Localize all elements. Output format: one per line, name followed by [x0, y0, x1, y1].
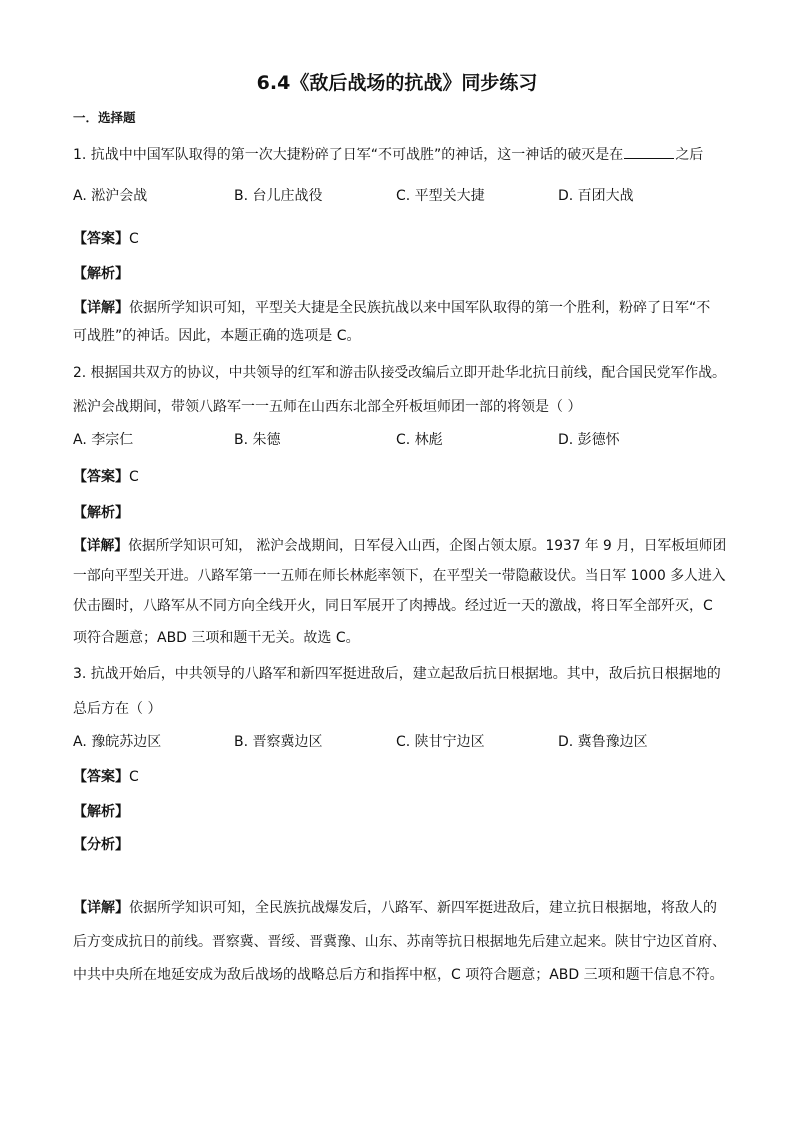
question-1-stem: 1. 抗战中中国军队取得的第一次大捷粉碎了日军“不可战胜”的神话，这一神话的破灭是在 — [73, 147, 624, 163]
question-1-option-a: A. 淞沪会战 — [73, 188, 148, 204]
detail-text: 依据所学知识可知，全民族抗战爆发后，八路军、新四军挺进敌后，建立抗日根据地，将敌人的 — [129, 900, 717, 916]
question-3-answer — [73, 767, 139, 787]
question-1-answer — [73, 229, 139, 249]
question-3-detail-line-1 — [73, 898, 717, 918]
question-2-text-line-1: 2. 根据国共双方的协议，中共领导的红军和游击队接受改编后立即开赴华北抗日前线，配合国民党军作战。 — [73, 365, 726, 381]
question-2-option-d: D. 彭德怀 — [558, 432, 620, 448]
question-2-option-c: C. 林彪 — [396, 432, 443, 448]
answer-value: C — [129, 469, 139, 485]
answer-value: C — [129, 231, 139, 247]
question-3-option-c: C. 陕甘宁边区 — [396, 734, 485, 750]
question-2-analysis-label: 【解析】 — [73, 505, 129, 521]
detail-label: 【详解】 — [73, 900, 129, 916]
answer-label: 【答案】 — [73, 769, 129, 785]
question-3-analysis-label: 【解析】 — [73, 804, 129, 820]
question-2-option-b: B. 朱德 — [234, 432, 281, 448]
detail-label: 【详解】 — [73, 300, 129, 316]
question-1-detail-line-2: 可战胜”的神话。因此，本题正确的选项是 C。 — [73, 328, 361, 344]
question-1-text — [73, 145, 703, 165]
answer-label: 【答案】 — [73, 231, 129, 247]
question-2-detail-line-2: 一部向平型关开进。八路军第一一五师在师长林彪率领下，在平型关一带隐蔽设伏。当日军 1000 多人进入 — [73, 568, 726, 584]
question-3-text-line-1: 3. 抗战开始后，中共领导的八路军和新四军挺进敌后，建立起敌后抗日根据地。其中，敌后抗日根据地的 — [73, 666, 721, 682]
question-3-option-d: D. 冀鲁豫边区 — [558, 734, 648, 750]
question-3-option-b: B. 晋察冀边区 — [234, 734, 323, 750]
question-3-detail-line-2: 后方变成抗日的前线。晋察冀、晋绥、晋冀豫、山东、苏南等抗日根据地先后建立起来。陕甘宁边区首府、 — [73, 934, 726, 950]
section-heading: 一．选择题 — [73, 110, 136, 125]
page-title: 6.4《敌后战场的抗战》同步练习 — [256, 72, 538, 94]
question-1-option-d: D. 百团大战 — [558, 188, 634, 204]
answer-value: C — [129, 769, 139, 785]
question-1-detail-line-1 — [73, 298, 710, 318]
detail-text: 依据所学知识可知， 淞沪会战期间，日军侵入山西，企图占领太原。1937 年 9 月，日军板垣师团 — [128, 538, 727, 554]
question-3-fenxi-label: 【分析】 — [73, 837, 129, 853]
question-3-text-line-2: 总后方在（ ） — [73, 701, 162, 717]
question-2-answer — [73, 467, 139, 487]
question-2-detail-line-4: 项符合题意；ABD 三项和题干无关。故选 C。 — [73, 630, 360, 646]
question-1-option-b: B. 台儿庄战役 — [234, 188, 323, 204]
question-1-analysis-label: 【解析】 — [73, 266, 129, 282]
answer-blank — [624, 145, 674, 159]
question-3-detail-line-3: 中共中央所在地延安成为敌后战场的战略总后方和指挥中枢，C 项符合题意；ABD 三项和题干信息不符。 — [73, 967, 724, 983]
question-2-detail-line-1 — [73, 536, 726, 556]
question-2-detail-line-3: 伏击圈时，八路军从不同方向全线开火，同日军展开了肉搏战。经过近一天的激战，将日军全部歼灭，C — [73, 598, 713, 614]
detail-text: 依据所学知识可知，平型关大捷是全民族抗战以来中国军队取得的第一个胜利，粉碎了日军“不 — [129, 300, 711, 316]
answer-label: 【答案】 — [73, 469, 129, 485]
question-1-stem-end: 之后 — [675, 147, 704, 163]
question-3-option-a: A. 豫皖苏边区 — [73, 734, 162, 750]
question-1-option-c: C. 平型关大捷 — [396, 188, 485, 204]
question-2-option-a: A. 李宗仁 — [73, 432, 134, 448]
detail-label: 【详解】 — [73, 538, 129, 554]
question-2-text-line-2: 淞沪会战期间，带领八路军一一五师在山西东北部全歼板垣师团一部的将领是（ ） — [73, 399, 582, 415]
